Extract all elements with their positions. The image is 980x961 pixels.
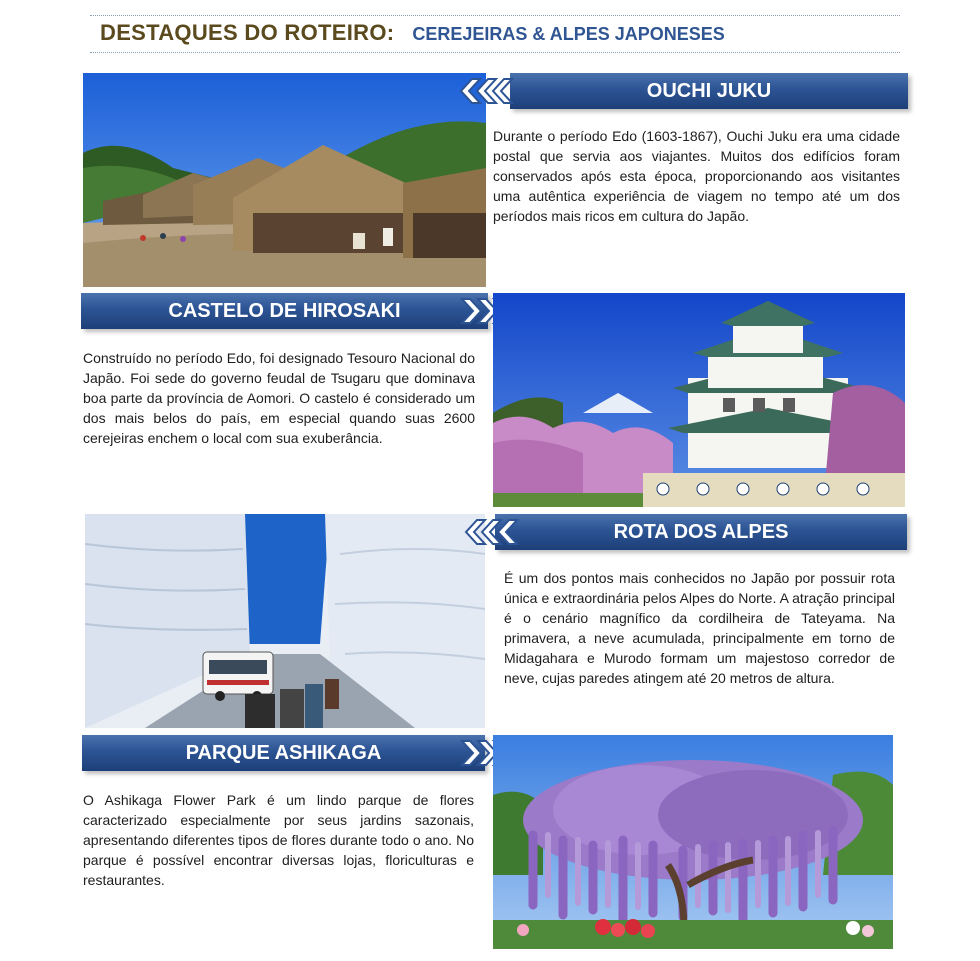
section-title-ouchi-juku: OUCHI JUKU	[646, 79, 772, 102]
wisteria-tree-photo	[493, 735, 893, 949]
section-title-bar-rota-dos-alpes	[495, 514, 907, 550]
section-title-bar-ouchi-juku	[510, 73, 908, 109]
double-chevron-left-icon	[458, 76, 516, 106]
section-title-bar-hirosaki	[81, 293, 488, 329]
section-title-bar-ashikaga	[82, 735, 485, 771]
section-title-rota-dos-alpes: ROTA DOS ALPES	[613, 520, 789, 543]
top-divider	[90, 15, 900, 16]
section-text-ouchi-juku: Durante o período Edo (1603-1867), Ouchi Juku era uma cidade postal que servia aos viajantes. Muitos dos edifícios foram conservados após esta época, proporcionando aos visitantes uma autêntica experiência de viagem no tempo até um dos períodos mais ricos em cultura do Japão.	[493, 128, 900, 224]
section-text-hirosaki: Construído no período Edo, foi designado Tesouro Nacional do Japão. Foi sede do governo feudal de Tsugaru que dominava boa parte da província de Aomori. O castelo é considerado um dos mais belos do país, em especial quando suas 2600 cerejeiras enchem o local com sua exuberância.	[83, 350, 475, 446]
section-title-ashikaga: PARQUE ASHIKAGA	[185, 741, 382, 764]
snow-corridor-photo	[85, 514, 485, 728]
section-text-ashikaga: O Ashikaga Flower Park é um lindo parque de flores caracterizado especialmente por seus jardins sazonais, apresentando diferentes tipos de flores durante todo o ano. No parque é possível encontrar diversas lojas, floriculturas e restaurantes.	[83, 792, 474, 888]
ouchi-juku-photo	[83, 73, 486, 287]
hirosaki-castle-photo	[493, 293, 905, 507]
section-text-rota-dos-alpes: É um dos pontos mais conhecidos no Japão por possuir rota única e extraordinária pelos Alpes do Norte. A atração principal é o cenário magnífico da cordilheira de Tateyama. Na primavera, a neve acumulada, principalmente em torno de Midagahara e Murodo formam um majestoso corredor de neve, cujas paredes atingem até 20 metros de altura.	[504, 570, 895, 686]
section-title-hirosaki: CASTELO DE HIROSAKI	[168, 299, 401, 322]
page-title: DESTAQUES DO ROTEIRO:	[100, 20, 395, 45]
double-chevron-left-icon	[463, 517, 521, 547]
header-divider	[90, 52, 900, 53]
page-header	[100, 20, 725, 46]
page-subtitle: CEREJEIRAS & ALPES JAPONESES	[412, 24, 725, 44]
